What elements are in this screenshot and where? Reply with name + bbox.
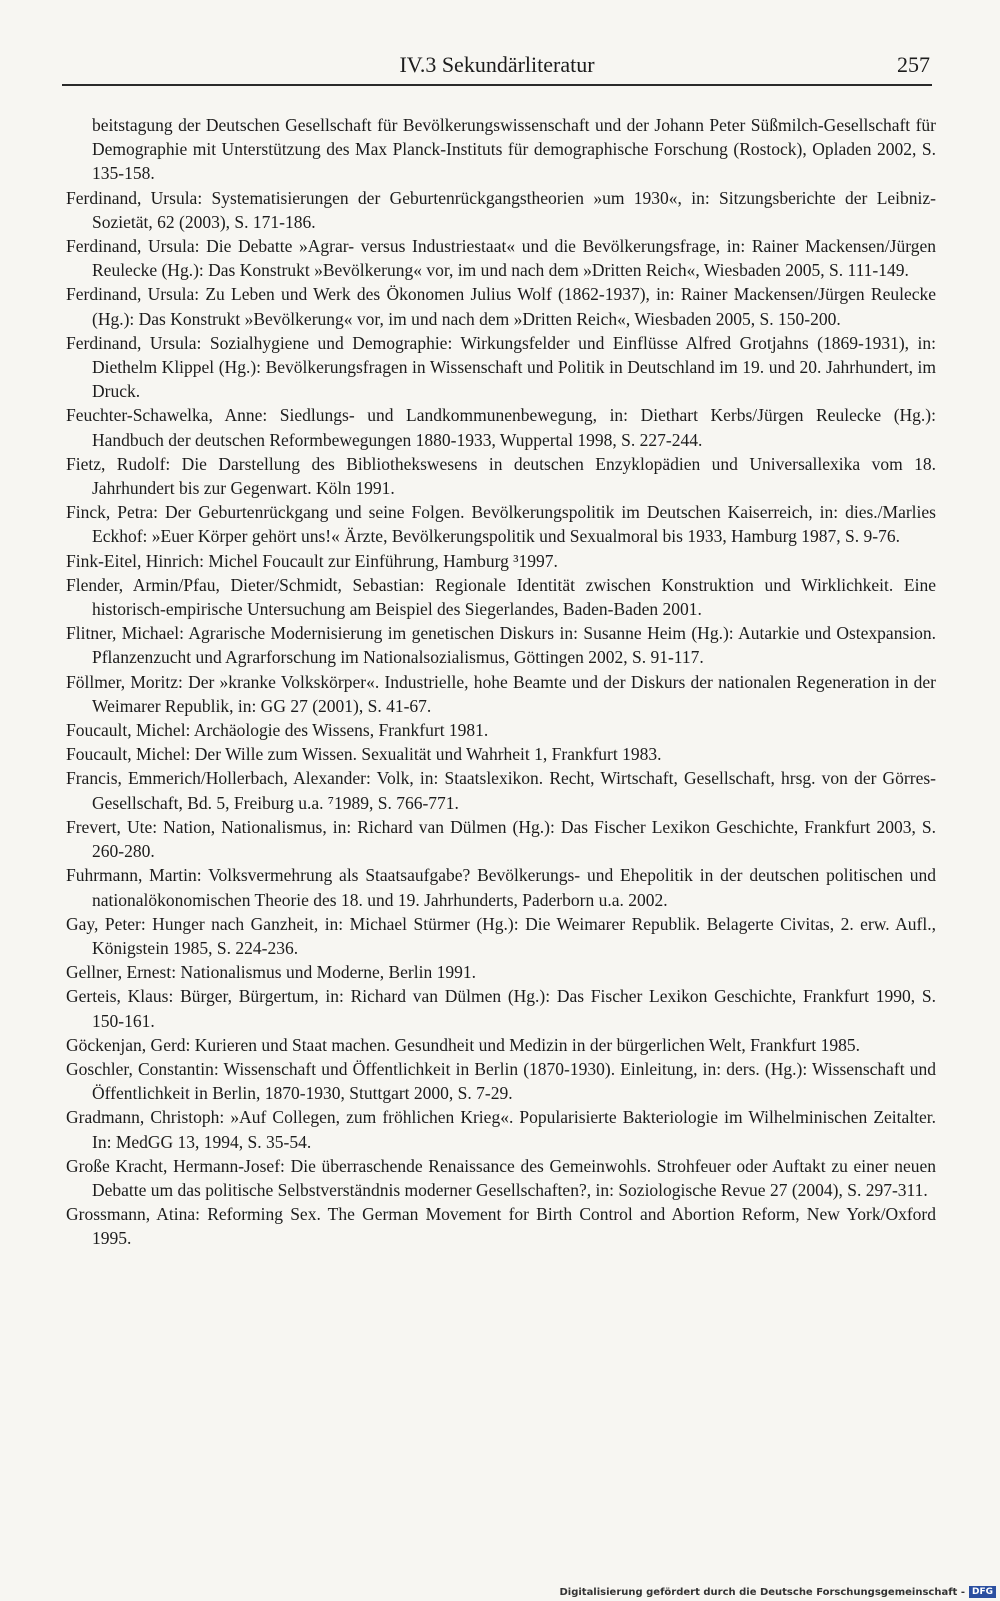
bibliography-entry: Fink-Eitel, Hinrich: Michel Foucault zur Einführung, Hamburg ³1997.: [66, 550, 558, 571]
bibliography-entry: Francis, Emmerich/Hollerbach, Alexander: Volk, in: Staatslexikon. Recht, Wirtschaft, Gesellschaft, hrsg. von der Görres-Gesellschaft, Bd. 5, Freiburg u.a. ⁷1989, S. 766-771.: [66, 768, 936, 813]
bibliography-entry: Finck, Petra: Der Geburtenrückgang und seine Folgen. Bevölkerungspolitik im Deutschen Kaiserreich, in: dies./Marlies Eckhof: »Euer Körper gehört uns!« Ärzte, Bevölkerungspolitik und Sexualmoral bis 1933, Hamburg 1987, S. 9-76.: [66, 502, 936, 547]
bibliography-entry: Föllmer, Moritz: Der »kranke Volkskörper«. Industrielle, hohe Beamte und der Diskurs der nationalen Regeneration in der Weimarer Republik, in: GG 27 (2001), S. 41-67.: [66, 671, 936, 716]
bibliography-entry: beitstagung der Deutschen Gesellschaft für Bevölkerungswissenschaft und der Johann Peter Süßmilch-Gesellschaft für Demographie mit Unterstützung des Max Planck-Instituts für demographische Forschung (Rostock), Opladen 2002, S. 135-158.: [92, 115, 936, 184]
bibliography-entry: Foucault, Michel: Archäologie des Wissens, Frankfurt 1981.: [66, 720, 489, 741]
bibliography-entry: Ferdinand, Ursula: Systematisierungen der Geburtenrückgangstheorien »um 1930«, in: Sitzungsberichte der Leibniz-Sozietät, 62 (2003), S. 171-186.: [66, 187, 936, 232]
bibliography-entry: Flitner, Michael: Agrarische Modernisierung im genetischen Diskurs in: Susanne Heim (Hg.): Autarkie und Ostexpansion. Pflanzenzucht und Agrarforschung im Nationalsozialismus, Göttingen 2002, S. 91-117.: [66, 623, 936, 668]
bibliography-entry: Flender, Armin/Pfau, Dieter/Schmidt, Sebastian: Regionale Identität zwischen Konstruktion und Wirklichkeit. Eine historisch-empirische Untersuchung am Beispiel des Siegerlandes, Baden-Baden 2001.: [66, 574, 936, 620]
running-header: [62, 50, 932, 86]
bibliography-entry: Große Kracht, Hermann-Josef: Die überraschende Renaissance des Gemeinwohls. Strohfeuer oder Auftakt zu einer neuen Debatte um das politische Selbstverständnis moderner Gesellschaften?, in: Soziologische Revue 27 (2004), S. 297-311.: [66, 1155, 936, 1200]
bibliography-entry: Goschler, Constantin: Wissenschaft und Öffentlichkeit in Berlin (1870-1930). Einleitung, in: ders. (Hg.): Wissenschaft und Öffentlichkeit in Berlin, 1870-1930, Stuttgart 2000, S. 7-29.: [66, 1058, 936, 1104]
bibliography-entry: Foucault, Michel: Der Wille zum Wissen. Sexualität und Wahrheit 1, Frankfurt 1983.: [66, 744, 662, 765]
dfg-logo: DFG: [969, 1586, 996, 1598]
bibliography: [66, 113, 936, 1251]
bibliography-entry: Gellner, Ernest: Nationalismus und Moderne, Berlin 1991.: [66, 962, 476, 983]
bibliography-entry: Fuhrmann, Martin: Volksvermehrung als Staatsaufgabe? Bevölkerungs- und Ehepolitik in der deutschen politischen und nationalökonomischen Theorie des 18. und 19. Jahrhunderts, Paderborn u.a. 2002.: [66, 865, 936, 910]
footer-text: Digitalisierung gefördert durch die Deutsche Forschungsgemeinschaft -: [559, 1586, 965, 1598]
bibliography-entry: Göckenjan, Gerd: Kurieren und Staat machen. Gesundheit und Medizin in der bürgerlichen Welt, Frankfurt 1985.: [66, 1034, 860, 1055]
page-number: 257: [897, 52, 930, 77]
running-title: IV.3 Sekundärliteratur: [399, 52, 595, 77]
bibliography-entry: Grossmann, Atina: Reforming Sex. The German Movement for Birth Control and Abortion Reform, New York/Oxford 1995.: [66, 1204, 936, 1249]
digitization-footer: [559, 1586, 996, 1598]
bibliography-entry: Gay, Peter: Hunger nach Ganzheit, in: Michael Stürmer (Hg.): Die Weimarer Republik. Belagerte Civitas, 2. erw. Aufl., Königstein 1985, S. 224-236.: [66, 913, 936, 958]
bibliography-entry: Ferdinand, Ursula: Die Debatte »Agrar- versus Industriestaat« und die Bevölkerungsfrage, in: Rainer Mackensen/Jürgen Reulecke (Hg.): Das Konstrukt »Bevölkerung« vor, im und nach dem »Dritten Reich«, Wiesbaden 2005, S. 111-149.: [66, 236, 936, 281]
bibliography-entry: Frevert, Ute: Nation, Nationalismus, in: Richard van Dülmen (Hg.): Das Fischer Lexikon Geschichte, Frankfurt 2003, S. 260-280.: [66, 816, 936, 862]
bibliography-entry: Ferdinand, Ursula: Zu Leben und Werk des Ökonomen Julius Wolf (1862-1937), in: Rainer Mackensen/Jürgen Reulecke (Hg.): Das Konstrukt »Bevölkerung« vor, im und nach dem »Dritten Reich«, Wiesbaden 2005, S. 150-200.: [66, 284, 936, 329]
bibliography-entry: Fietz, Rudolf: Die Darstellung des Bibliothekswesens in deutschen Enzyklopädien und Universallexika vom 18. Jahrhundert bis zur Gegenwart. Köln 1991.: [66, 453, 936, 499]
bibliography-entry: Gerteis, Klaus: Bürger, Bürgertum, in: Richard van Dülmen (Hg.): Das Fischer Lexikon Geschichte, Frankfurt 1990, S. 150-161.: [66, 986, 936, 1031]
bibliography-entry: Gradmann, Christoph: »Auf Collegen, zum fröhlichen Krieg«. Popularisierte Bakteriologie im Wilhelminischen Zeitalter. In: MedGG 13, 1994, S. 35-54.: [66, 1107, 936, 1152]
bibliography-entry: Feuchter-Schawelka, Anne: Siedlungs- und Landkommunenbewegung, in: Diethart Kerbs/Jürgen Reulecke (Hg.): Handbuch der deutschen Reformbewegungen 1880-1933, Wuppertal 1998, S. 227-244.: [66, 405, 936, 450]
bibliography-entry: Ferdinand, Ursula: Sozialhygiene und Demographie: Wirkungsfelder und Einflüsse Alfred Grotjahns (1869-1931), in: Diethelm Klippel (Hg.): Bevölkerungsfragen in Wissenschaft und Politik in Deutschland im 19. und 20. Jahrhundert, im Druck.: [66, 332, 936, 402]
